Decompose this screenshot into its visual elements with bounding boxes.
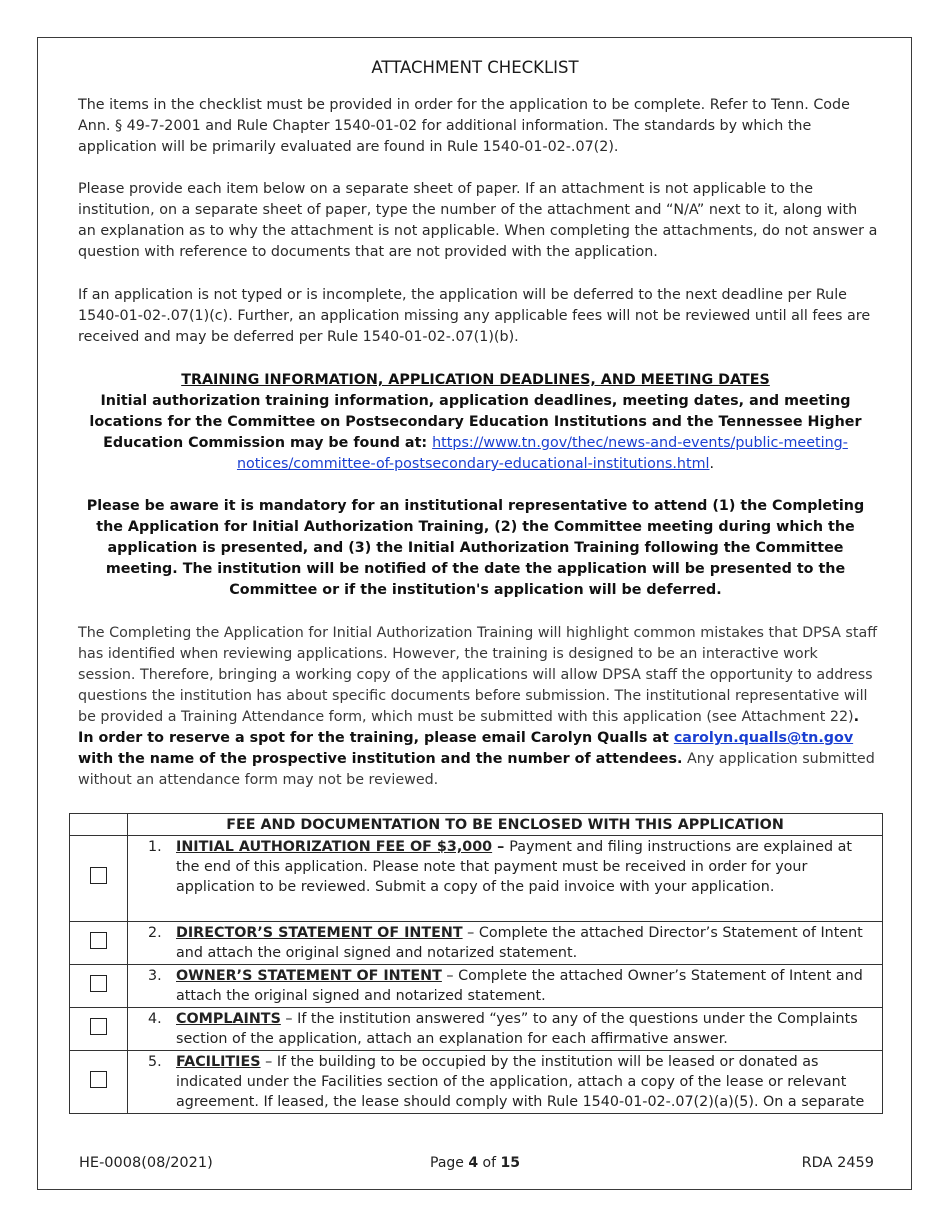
form-id: HE-0008(08/2021) xyxy=(79,1155,213,1171)
checklist-row xyxy=(70,965,883,1008)
checkbox-item-3[interactable] xyxy=(90,975,107,992)
checkbox-item-4[interactable] xyxy=(90,1018,107,1035)
instructions-paragraph: Please provide each item below on a separate sheet of paper. If an attachment is not applicable to the institution, on a separate sheet of paper, type the number of the attachment and “N/A” next to it, along with an explanation as to why the attachment is not applicable. When completing the attachments, do not answer a question with reference to documents that are not provided with the application. xyxy=(78,181,878,260)
training-details-text: The Completing the Application for Initial Authorization Training will highlight common mistakes that DPSA staff has identified when reviewing applications. However, the training is designed to be an interactive work session. Therefore, bringing a working copy of the applications will allow DPSA staff the opportunity to address questions the institution has about specific documents before submission. The institutional representative will be provided a Training Attendance form, which must be submitted with this application (see Attachment 22) xyxy=(78,625,878,725)
checklist-row xyxy=(70,922,883,965)
item-label: INITIAL AUTHORIZATION FEE OF $3,000 xyxy=(176,839,493,855)
item-number: 4. xyxy=(148,1011,162,1027)
checkbox-item-1[interactable] xyxy=(90,867,107,884)
training-details-paragraph xyxy=(78,623,878,791)
checklist-row xyxy=(70,1051,883,1114)
training-link[interactable]: https://www.tn.gov/thec/news-and-events/public-meeting-notices/committee-of-postsecondary-educational-institutions.html xyxy=(236,435,848,472)
item-separator: – xyxy=(260,1054,277,1070)
page-mid: of xyxy=(478,1155,501,1171)
item-separator: – xyxy=(280,1011,298,1027)
item-label: OWNER’S STATEMENT OF INTENT xyxy=(176,968,442,984)
item-text: If the institution answered “yes” to any of the questions under the Complaints section of the application, attach an explanation for each affirmative answer. xyxy=(176,1011,858,1047)
checklist-row xyxy=(70,1008,883,1051)
item-label: FACILITIES xyxy=(176,1054,261,1070)
training-info-section xyxy=(78,370,873,475)
rda-number: RDA 2459 xyxy=(801,1155,874,1171)
item-label: DIRECTOR’S STATEMENT OF INTENT xyxy=(176,925,463,941)
item-number: 1. xyxy=(148,839,162,855)
reserve-text: . In order to reserve a spot for the training, please email Carolyn Qualls at xyxy=(78,709,860,746)
header-blank-cell xyxy=(70,814,128,836)
page-title: ATTACHMENT CHECKLIST xyxy=(371,58,579,77)
checklist-table xyxy=(69,813,883,1114)
item-number: 3. xyxy=(148,968,162,984)
checklist-header: FEE AND DOCUMENTATION TO BE ENCLOSED WITH THIS APPLICATION xyxy=(128,814,883,836)
deferral-paragraph: If an application is not typed or is incomplete, the application will be deferred to the next deadline per Rule 1540-01-02-.07(1)(c). Further, an application missing any applicable fees will not be reviewed until all fees are received and may be deferred per Rule 1540-01-02-.07(1)(b). xyxy=(78,287,871,345)
checklist-row xyxy=(70,836,883,922)
item-number: 2. xyxy=(148,925,162,941)
email-link[interactable]: carolyn.qualls@tn.gov xyxy=(673,730,854,746)
checkbox-item-5[interactable] xyxy=(90,1071,107,1088)
page-total: 15 xyxy=(500,1155,520,1171)
training-heading: TRAINING INFORMATION, APPLICATION DEADLINES, AND MEETING DATES xyxy=(181,372,770,388)
item-label: COMPLAINTS xyxy=(176,1011,281,1027)
attendance-note: Any application submitted without an attendance form may not be reviewed. xyxy=(78,751,875,788)
reserve-text-2: with the name of the prospective institution and the number of attendees. xyxy=(78,751,683,767)
item-separator: – xyxy=(492,839,510,855)
intro-paragraph: The items in the checklist must be provided in order for the application to be complete. Refer to Tenn. Code Ann. § 49-7-2001 and Rule Chapter 1540-01-02 for additional information. The standards by which the application will be primarily evaluated are found in Rule 1540-01-02-.07(2). xyxy=(78,97,850,155)
item-text: Payment and filing instructions are explained at the end of this application. Please note that payment must be received in order for your application to be reviewed. Submit a copy of the paid invoice with your application. xyxy=(176,839,852,895)
item-text: If the building to be occupied by the institution will be leased or donated as indicated under the Facilities section of the application, attach a copy of the lease or relevant agreement. If leased, the lease should comply with Rule 1540-01-02-.07(2)(a)(5). On a separate xyxy=(176,1054,865,1110)
training-after: . xyxy=(709,456,715,472)
item-separator: – xyxy=(441,968,459,984)
item-number: 5. xyxy=(148,1054,162,1070)
item-text: Complete the attached Director’s Statement of Intent and attach the original signed and notarized statement. xyxy=(176,925,863,961)
mandatory-notice: Please be aware it is mandatory for an institutional representative to attend (1) the Completing the Application for Initial Authorization Training, (2) the Committee meeting during which the application is presented, and (3) the Initial Authorization Training following the Committee meeting. The institution will be notified of the date the application will be presented to the Committee or if the institution's application will be deferred. xyxy=(86,498,865,598)
checkbox-item-2[interactable] xyxy=(90,932,107,949)
training-text: Initial authorization training information, application deadlines, meeting dates, and meeting locations for the Committee on Postsecondary Education Institutions and the Tennessee Higher Education Commission may be found at: xyxy=(89,393,862,451)
item-text: Complete the attached Owner’s Statement of Intent and attach the original signed and notarized statement. xyxy=(176,968,863,1004)
page-current: 4 xyxy=(468,1155,479,1171)
item-separator: – xyxy=(462,925,479,941)
page-prefix: Page xyxy=(430,1155,469,1171)
